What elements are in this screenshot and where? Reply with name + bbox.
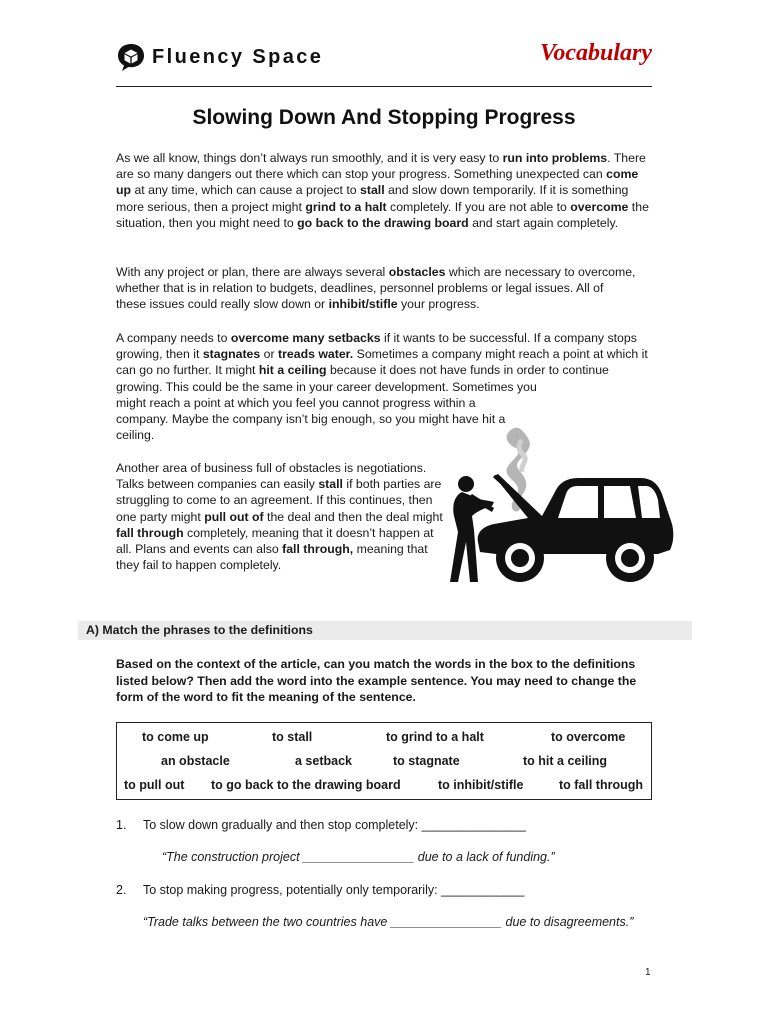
text-run: A company needs to [116,331,231,345]
page-number: 1 [645,967,651,978]
paragraph-3-tail: might reach a point at which you feel you cannot progress within a company. Maybe the company isn’t big enough, so you might have hit a ceiling. [116,395,506,443]
word-box-item: to grind to a halt [386,730,484,744]
text-run: or [260,347,279,362]
key-phrase: fall through [116,525,184,540]
key-phrase: fall through, [282,542,354,557]
question-number: 1. [116,818,127,832]
word-box-item: an obstacle [161,754,230,768]
question-text: To slow down gradually and then stop completely: _______________ [143,818,526,832]
question-1 [116,818,526,832]
text-run: which are necessary to overcome, whether that is in relation to budgets, deadlines, personnel problems or legal issues. All of these issues could really slow down or [116,265,636,312]
text-run: With any project or plan, there are always several [116,265,389,279]
key-phrase: overcome [570,199,629,214]
key-phrase: pull out of [204,509,264,524]
word-box-item: to hit a ceiling [523,754,608,768]
text-run: Another area of business full of obstacles is negotiations. Talks between companies can easily [116,461,427,492]
key-phrase: run into problems [502,151,608,165]
key-phrase: stall [360,183,385,198]
car-breakdown-illustration [432,420,676,590]
word-box-item: to go back to the drawing board [211,778,401,792]
text-run: the situation, then you might need to [116,199,649,230]
key-phrase: come up [116,167,639,198]
word-box-item: to stall [272,730,313,744]
section-label: Vocabulary [539,40,652,66]
text-run: the deal and then the deal might [263,509,443,524]
example-sentence-2: “Trade talks between the two countries have ________________ due to disagreements.” [143,915,634,929]
person-head [458,476,474,492]
text-run: and slow down temporarily. If it is something more serious, then a project might [116,183,629,214]
paragraph-1 [116,150,656,231]
text-run: if both parties are struggling to come to an agreement. If this continues, then one party might [116,477,442,524]
paragraph-4 [116,460,446,573]
word-box-item: to come up [142,730,209,744]
paragraph-2 [116,264,636,313]
key-phrase: grind to a halt [305,199,387,214]
word-box-item: to stagnate [393,754,460,768]
text-run: your progress. [397,297,480,312]
text-run: at any time, which can cause a project to [131,183,361,198]
key-phrase: hit a ceiling [258,363,327,378]
key-phrase: stagnates [202,347,261,362]
word-box-item: to pull out [124,778,185,792]
text-run: meaning that they fail to happen completely. [116,542,428,573]
question-text: To stop making progress, potentially only temporarily: ____________ [143,883,525,897]
text-run: Sometimes a company might reach a point at which it can go no further. It might [116,347,648,378]
text-run: completely, meaning that it doesn’t happen at all. Plans and events can also [116,525,434,557]
key-phrase: treads water. [278,347,354,362]
text-run: if it wants to be successful. If a company stops growing, then it [116,331,637,362]
example-sentence-1: “The construction project ________________ due to a lack of funding.” [162,850,555,864]
key-phrase: stall [318,477,343,492]
question-number: 2. [116,883,127,897]
key-phrase: obstacles [388,265,446,279]
key-phrase: go back to the drawing board [297,215,469,230]
exercise-instructions: Based on the context of the article, can you match the words in the box to the definitions listed below? Then add the word into the example sentence. You may need to change the form of the word to fit the meaning of the sentence. [116,657,637,704]
brand-name: Fluency Space [152,45,324,68]
text-run: . There are so many dangers out there which can stop your progress. Something unexpected can [116,151,646,182]
text-run: because it does not have funds in order to continue growing. This could be the same in your career development. Sometimes you [116,363,609,394]
text-run: As we all know, things don’t always run smoothly, and it is very easy to [116,151,503,165]
word-box-item: to inhibit/stifle [438,778,524,792]
key-phrase: inhibit/stifle [328,297,398,312]
speech-bubble-cube-logo-icon [116,42,146,72]
text-run: and start again completely. [468,215,619,230]
brand-logo [116,42,323,72]
header-divider [116,86,652,87]
page-title: Slowing Down And Stopping Progress [192,106,576,129]
word-box-item: to fall through [559,778,644,792]
question-2 [116,883,524,897]
exercise-heading-bar [78,621,692,640]
exercise-heading: A) Match the phrases to the definitions [86,623,313,637]
paragraph-3-body [116,331,648,394]
key-phrase: overcome many setbacks [230,331,381,345]
word-box-item: a setback [295,754,352,768]
text-run: completely. If you are not able to [386,199,571,214]
word-box [116,722,652,800]
word-box-item: to overcome [551,730,626,744]
page-header [116,40,652,88]
